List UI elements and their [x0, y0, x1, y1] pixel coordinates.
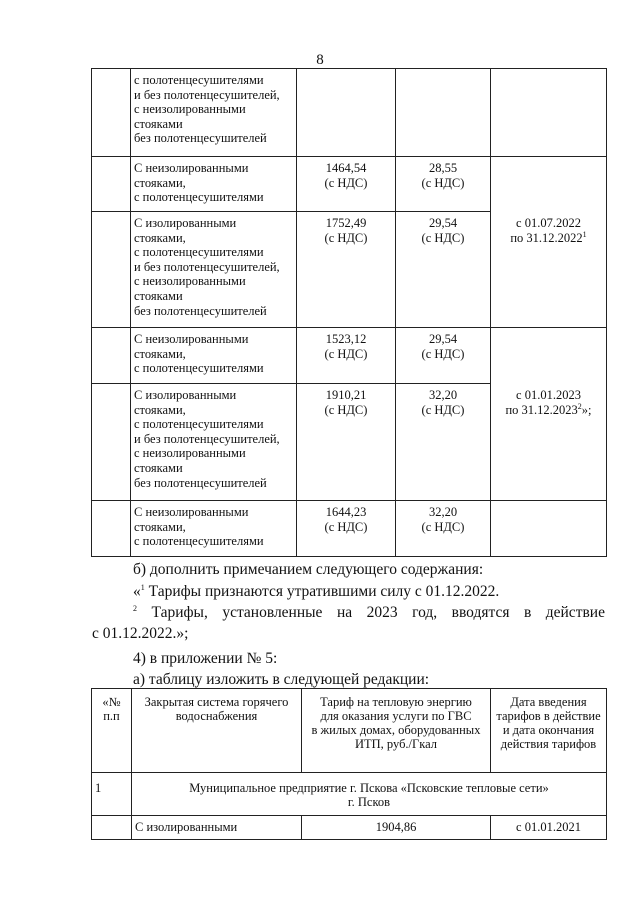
tariff-cell	[297, 69, 396, 157]
footnote-2-continuation: с 01.12.2022.»;	[92, 625, 189, 642]
date-range-cell	[491, 328, 607, 501]
system-cell	[131, 328, 297, 384]
date-range-cell	[491, 157, 607, 328]
extra-line: 28,55	[428, 161, 458, 175]
empty-cell	[92, 328, 131, 384]
system-line: стояками	[134, 288, 183, 303]
page-number: 8	[316, 52, 324, 68]
extra-line: (с НДС)	[421, 231, 465, 245]
footnote-2-word: в	[523, 604, 532, 621]
tariff-table-continued	[91, 68, 607, 557]
footnote-1: «$^1$ Тарифы признаются утратившими силу с 01.12.2022.	[133, 582, 500, 600]
text-line: «№	[102, 695, 121, 709]
text-line: водоснабжения	[175, 709, 258, 723]
table-row	[92, 328, 607, 384]
system-line: стояками,	[134, 402, 186, 417]
empty-cell	[92, 501, 131, 557]
text-line: тарифов в действие	[496, 709, 601, 723]
system-line: С неизолированными	[134, 161, 249, 175]
system-line: стояками,	[134, 346, 186, 361]
text-line: Тариф на тепловую энергию	[320, 695, 472, 709]
tariff-cell	[297, 328, 396, 384]
organization-name	[132, 773, 607, 816]
empty-cell	[92, 69, 131, 157]
tariff-cell	[297, 157, 396, 212]
tariff-cell: 1904,86	[302, 816, 491, 840]
empty-cell	[92, 157, 131, 212]
header-system	[132, 689, 302, 773]
footnote-2-word: 2023	[366, 604, 398, 621]
system-line: с полотенцесушителями	[134, 361, 264, 376]
table-row	[92, 501, 607, 557]
footnote-2-marker: 2	[133, 603, 137, 613]
table-row	[92, 69, 607, 157]
system-line: С неизолированными	[134, 332, 249, 346]
extra-cell	[396, 328, 491, 384]
date-start: с 01.07.2022	[516, 216, 581, 230]
tariff-line: 1752,49	[325, 216, 367, 230]
extra-line: (с НДС)	[421, 176, 465, 190]
text-line: Муниципальное предприятие г. Пскова «Псковские тепловые сети»	[189, 781, 549, 795]
system-line: С изолированными	[134, 388, 237, 402]
tariff-line: 1910,21	[325, 388, 367, 402]
tariff-line: (с НДС)	[324, 347, 368, 361]
footnote-2-word: действие	[545, 604, 605, 621]
system-line: и без полотенцесушителей,	[134, 259, 280, 274]
empty-date-cell	[491, 69, 607, 157]
date-end: по 31.12.2022$^1$	[510, 229, 587, 245]
system-line: С неизолированными	[134, 505, 249, 519]
system-cell	[131, 384, 297, 501]
row-number: 1	[92, 773, 132, 816]
footnote-2-word: вводятся	[451, 604, 510, 621]
footnote-2	[133, 604, 605, 622]
extra-cell	[396, 69, 491, 157]
text-line: в жилых домах, оборудованных	[311, 723, 481, 737]
tariff-table-new	[91, 688, 607, 840]
text-line: Дата введения	[510, 695, 587, 709]
tariff-line: (с НДС)	[324, 520, 368, 534]
system-line: стояками	[134, 116, 183, 131]
extra-line: 32,20	[428, 388, 458, 402]
system-line: без полотенцесушителей	[134, 475, 267, 490]
text-line: Закрытая система горячего	[144, 695, 289, 709]
system-line: стояками,	[134, 230, 186, 245]
system-line: стояками	[134, 460, 183, 475]
system-line: С изолированными	[134, 216, 237, 230]
system-line: с полотенцесушителями	[134, 245, 264, 260]
text-line: для оказания услуги по ГВС	[320, 709, 472, 723]
system-line: с неизолированными	[134, 102, 246, 117]
system-cell	[131, 501, 297, 557]
tariff-line: (с НДС)	[324, 176, 368, 190]
system-line: без полотенцесушителей	[134, 131, 267, 146]
system-line: и без полотенцесушителей,	[134, 431, 280, 446]
text-line: п.п	[103, 709, 120, 723]
empty-date-cell	[491, 501, 607, 557]
text-line: ИТП, руб./Гкал	[354, 737, 438, 751]
empty-cell	[92, 384, 131, 501]
system-line: стояками,	[134, 519, 186, 534]
item-4: 4) в приложении № 5:	[133, 650, 278, 667]
tariff-cell	[297, 501, 396, 557]
system-line: с неизолированными	[134, 274, 246, 289]
extra-cell	[396, 212, 491, 328]
system-line: с полотенцесушителями	[134, 73, 264, 87]
system-line: с полотенцесушителями	[134, 534, 264, 549]
tariff-cell	[297, 384, 396, 501]
tariff-line: (с НДС)	[324, 231, 368, 245]
tariff-line: 1464,54	[325, 161, 367, 175]
paragraph-b: б) дополнить примечанием следующего содержания:	[133, 561, 484, 578]
system-cell	[131, 212, 297, 328]
extra-line: (с НДС)	[421, 403, 465, 417]
text-line: и дата окончания	[502, 723, 595, 737]
extra-line: 29,54	[428, 332, 458, 346]
footnote-2-word: Тарифы,	[151, 604, 208, 621]
tariff-line: 1644,23	[325, 505, 367, 519]
header-tariff	[302, 689, 491, 773]
system-line: без полотенцесушителей	[134, 303, 267, 318]
system-line: с полотенцесушителями	[134, 190, 264, 205]
system-cell: С изолированными	[132, 816, 302, 840]
table-row	[92, 157, 607, 212]
date-end: по 31.12.2023$^2$»;	[505, 401, 592, 417]
item-4a: а) таблицу изложить в следующей редакции:	[133, 671, 430, 688]
system-cell	[131, 69, 297, 157]
tariff-line: 1523,12	[325, 332, 367, 346]
system-line: стояками,	[134, 175, 186, 190]
footnote-2-word: установленные	[222, 604, 323, 621]
footnote-2-word: на	[336, 604, 353, 621]
tariff-cell	[297, 212, 396, 328]
system-line: с полотенцесушителями	[134, 417, 264, 432]
text-line: действия тарифов	[500, 737, 597, 751]
extra-cell	[396, 157, 491, 212]
extra-line: 29,54	[428, 216, 458, 230]
date-start: с 01.01.2023	[516, 388, 581, 402]
extra-cell	[396, 384, 491, 501]
extra-line: 32,20	[428, 505, 458, 519]
empty-cell	[92, 816, 132, 840]
system-cell	[131, 157, 297, 212]
text-line: г. Псков	[347, 795, 391, 809]
header-dates	[491, 689, 607, 773]
extra-line: (с НДС)	[421, 520, 465, 534]
extra-line: (с НДС)	[421, 347, 465, 361]
empty-cell	[92, 212, 131, 328]
system-line: с неизолированными	[134, 446, 246, 461]
extra-cell	[396, 501, 491, 557]
header-number	[92, 689, 132, 773]
system-line: и без полотенцесушителей,	[134, 87, 280, 102]
footnote-2-word: год,	[412, 604, 438, 621]
tariff-line: (с НДС)	[324, 403, 368, 417]
date-cell: с 01.01.2021	[491, 816, 607, 840]
